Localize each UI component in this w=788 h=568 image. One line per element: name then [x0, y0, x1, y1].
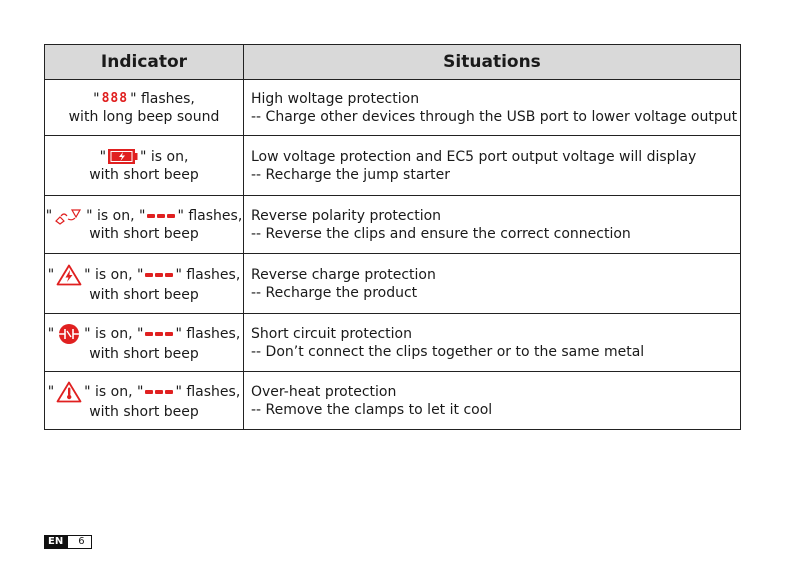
header-indicator: Indicator	[45, 45, 244, 79]
indicator-cell	[45, 314, 244, 371]
quote: "	[93, 90, 100, 107]
indicator-line2: with short beep	[89, 225, 199, 242]
table-row	[45, 195, 740, 253]
indicator-text: " is on, "	[86, 207, 146, 224]
dashes-icon	[145, 332, 173, 336]
header-situations: Situations	[443, 52, 541, 72]
indicator-line2: with short beep	[89, 345, 199, 362]
situation-detail: -- Charge other devices through the USB port to lower voltage output	[251, 108, 738, 125]
dashes-icon	[147, 214, 175, 218]
lcd-888-icon: 888	[101, 90, 129, 106]
language-badge: EN	[44, 535, 67, 549]
situation-detail: -- Don’t connect the clips together or to the same metal	[251, 343, 645, 360]
battery-icon	[108, 149, 138, 164]
table-row	[45, 371, 740, 429]
indicator-text: " is on,	[140, 148, 189, 165]
dashes-icon	[145, 390, 173, 394]
indicator-line2: with short beep	[89, 286, 199, 303]
situation-detail: -- Remove the clamps to let it cool	[251, 401, 493, 418]
indicator-line2: with short beep	[89, 166, 199, 183]
situation-cell	[244, 136, 740, 195]
situation-title: High woltage protection	[251, 90, 420, 107]
table-row	[45, 135, 740, 195]
indicator-table	[44, 44, 741, 430]
dashes-icon	[145, 273, 173, 277]
warning-thermometer-icon	[56, 381, 82, 403]
situation-detail: -- Reverse the clips and ensure the correct connection	[251, 225, 631, 242]
indicator-text: " is on, "	[84, 325, 144, 342]
quote: "	[47, 325, 55, 342]
situation-cell	[244, 372, 740, 429]
quote: "	[99, 148, 107, 165]
indicator-text: " is on, "	[84, 383, 144, 400]
indicator-text: " flashes,	[175, 325, 241, 342]
situation-title: Reverse polarity protection	[251, 207, 442, 224]
situation-detail: -- Recharge the jump starter	[251, 166, 451, 183]
indicator-text: " is on, "	[84, 266, 144, 283]
situation-title: Short circuit protection	[251, 325, 412, 342]
table-header	[45, 45, 740, 79]
situation-cell	[244, 254, 740, 313]
indicator-cell	[45, 372, 244, 429]
indicator-text: " flashes,	[175, 383, 241, 400]
warning-bolt-icon	[56, 264, 82, 286]
quote: "	[45, 207, 53, 224]
quote: "	[47, 266, 55, 283]
indicator-cell	[45, 254, 244, 313]
indicator-text: " flashes,	[175, 266, 241, 283]
short-circuit-icon	[56, 323, 82, 345]
indicator-cell	[45, 196, 244, 253]
table-row	[45, 79, 740, 135]
indicator-cell	[45, 136, 244, 195]
indicator-text: " flashes,	[177, 207, 243, 224]
indicator-line2: with short beep	[89, 403, 199, 420]
situation-title: Reverse charge protection	[251, 266, 436, 283]
reverse-clips-icon	[54, 207, 84, 225]
situation-title: Over-heat protection	[251, 383, 397, 400]
table-row	[45, 313, 740, 371]
indicator-line2: with long beep sound	[68, 108, 220, 125]
indicator-cell	[45, 80, 244, 135]
situation-title: Low voltage protection and EC5 port output voltage will display	[251, 148, 697, 165]
page-footer	[44, 535, 92, 549]
situation-cell	[244, 196, 740, 253]
page-number: 6	[67, 535, 91, 549]
quote: "	[47, 383, 55, 400]
indicator-text: " flashes,	[130, 90, 195, 107]
table-row	[45, 253, 740, 313]
situation-cell	[244, 80, 740, 135]
situation-cell	[244, 314, 740, 371]
situation-detail: -- Recharge the product	[251, 284, 418, 301]
